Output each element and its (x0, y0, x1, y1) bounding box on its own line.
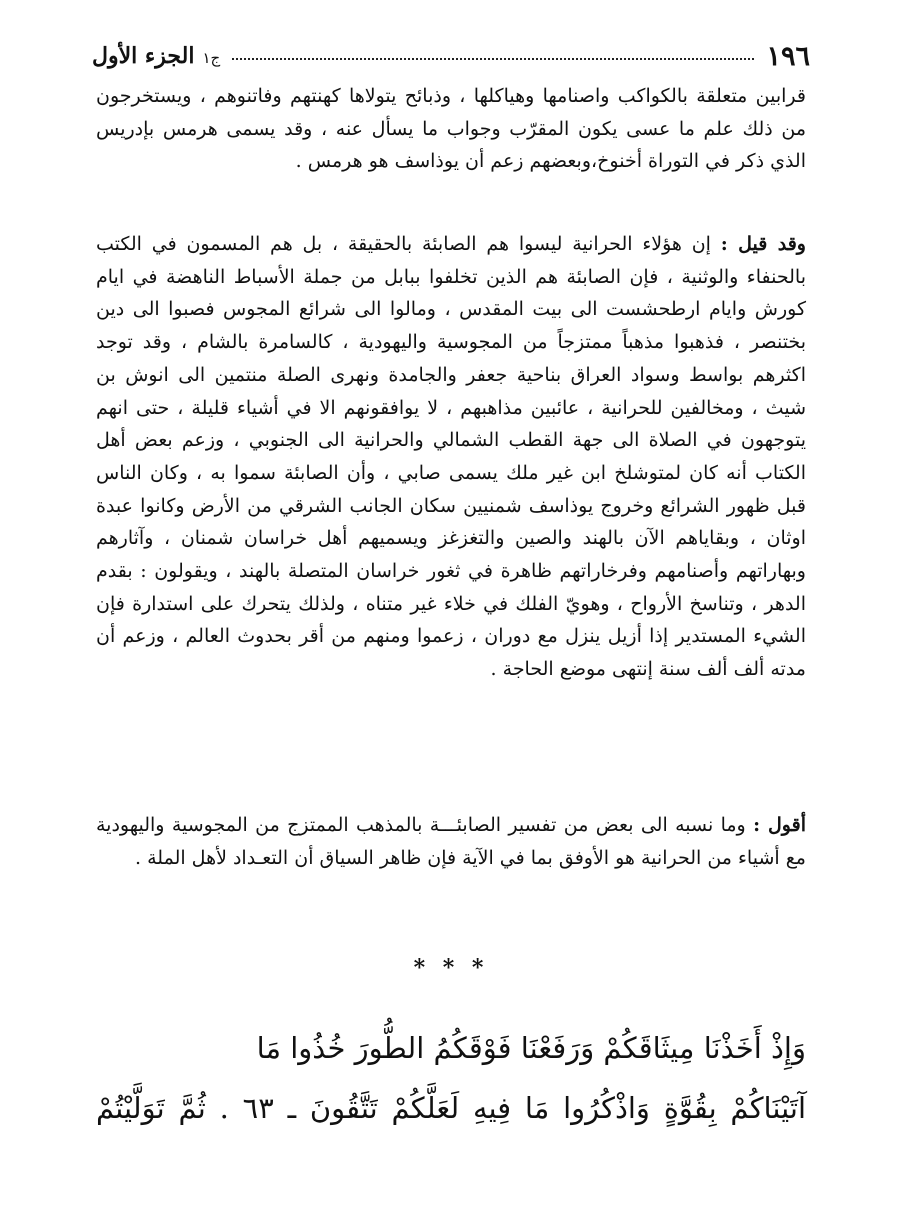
quran-verse (96, 1018, 806, 1138)
running-head (92, 43, 220, 69)
paragraph-3-lead: أقول : (753, 814, 806, 836)
paragraph-2 (96, 228, 806, 686)
section-separator: * * * (413, 955, 489, 981)
page-number: ١٩٦ (766, 40, 810, 72)
paragraph-1-text: قرابين متعلقة بالكواكب واصنامها وهياكلها ، وذبائح يتولاها كهنتهم وفاتنوهم ، ويستخرجون من ذلك علم ما عسى يكون المقرّب وجواب ما يسأل عنه ، وقد يسمى هرمس بإدريس الذي ذكر في التوراة أخنوخ،وبعضهم زعم أن يوذاسف هو هرمس . (96, 85, 806, 173)
paragraph-3 (96, 809, 806, 874)
paragraph-2-lead: وقد قيل : (720, 233, 806, 255)
page-header (92, 38, 810, 74)
verse-line-2: آتَيْنَاكُمْ بِقُوَّةٍ وَاذْكُرُوا مَا فِيهِ لَعَلَّكُمْ تَتَّقُونَ ـ ٦٣ . ثُمَّ تَوَلَّيْتُمْ (96, 1091, 807, 1125)
volume-abbreviation: ج١ (202, 49, 221, 67)
verse-line-1: وَإِذْ أَخَذْنَا مِيثَاقَكُمْ وَرَفَعْنَا فَوْقَكُمُ الطُّورَ خُذُوا مَا (256, 1031, 806, 1065)
paragraph-1 (96, 80, 806, 178)
paragraph-2-text: إن هؤلاء الحرانية ليسوا هم الصابئة بالحقيقة ، بل هم المسمون في الكتب بالحنفاء والوثنية ، فإن الصابئة هم الذين تخلفوا ببابل من جملة الأسباط الناهضة في ايام كورش وايام ارطحشست الى بيت المقدس ، ومالوا الى شرائع المجوس فصبوا الى دين بختنصر ، فذهبوا مذهباً ممتزجاً من المجوسية واليهودية ، كالسامرة بالشام ، وقد توجد اكثرهم بواسط وسواد العراق بناحية جعفر والجامدة ونهرى الصلة منتمين الى انوش بن شيث ، ومخالفين للحرانية ، عائبين مذاهبهم ، لا يوافقونهم الا في أشياء قليلة ، حتى انهم يتوجهون في الصلاة الى جهة القطب الشمالي والحرانية الى الجنوبي ، وزعم بعض أهل الكتاب أنه كان لمتوشلخ ابن غير ملك يسمى صابي ، وأن الصابئة سموا به ، وكان الناس قبل ظهور الشرائع وخروج يوذاسف شمنيين سكان الجانب الشرقي من الأرض وكانوا عبدة اوثان ، وبقاياهم الآن بالهند والصين والتغزغز ويسميهم أهل خراسان شمنان ، وآثارهم وبهاراتهم وأصنامهم وفرخاراتهم ظاهرة في ثغور خراسان المتصلة بالهند ، ويقولون : بقدم الدهر ، وتناسخ الأرواح ، وهويّ الفلك في خلاء غير متناه ، ولذلك يتحرك على استدارة فإن الشيء المستدير إذا أزيل ينزل مع دوران ، زعموا ومنهم من أقر بحدوث العالم ، وزعم أن مدته ألف ألف سنة إنتهى موضع الحاجة . (96, 233, 806, 681)
running-title: الجزء الأول (92, 43, 195, 69)
paragraph-3-text: وما نسبه الى بعض من تفسير الصابئـــة بالمذهب الممتزج من المجوسية واليهودية مع أشياء من الحرانية هو الأوفق بما في الآية فإن ظاهر السياق أن التعـداد لأهل الملة . (96, 814, 806, 869)
header-dotted-rule (232, 58, 754, 60)
